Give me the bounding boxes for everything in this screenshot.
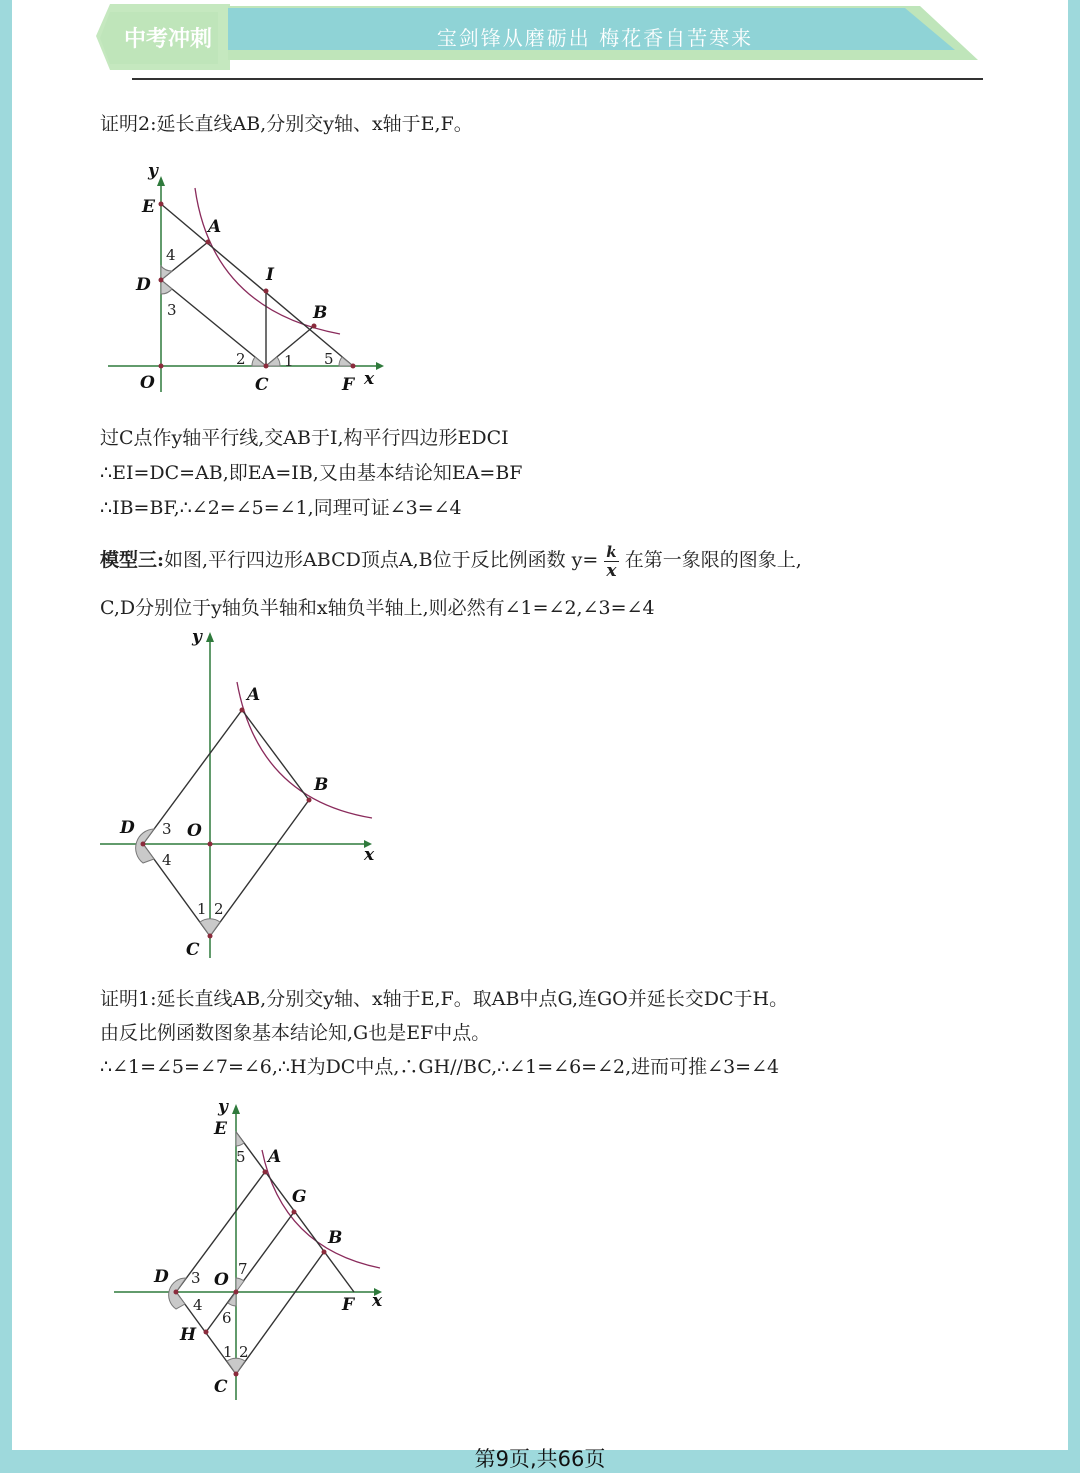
fig2-angle-3-4 <box>136 829 154 863</box>
fig3-label-e: E <box>214 1119 227 1139</box>
fig3-label-a: A <box>268 1147 282 1167</box>
proof2-intro: 证明2:延长直线AB,分别交y轴、x轴于E,F。 <box>100 113 473 135</box>
fig1-label-o: O <box>140 373 155 393</box>
fig2-point-a <box>240 708 245 713</box>
fig1-label-x: x <box>364 369 375 389</box>
fig2-num-1: 1 <box>197 900 207 918</box>
fig1-point-b <box>312 324 317 329</box>
fig1-num-5: 5 <box>324 350 334 368</box>
figure-3 <box>110 1092 410 1407</box>
proof1-line-1: 证明1:延长直线AB,分别交y轴、x轴于E,F。取AB中点G,连GO并延长交DC于H。 <box>100 988 789 1010</box>
fig2-point-b <box>307 798 312 803</box>
fig2-label-y: y <box>192 627 202 647</box>
fig1-point-d <box>159 278 164 283</box>
fig3-angle-5 <box>236 1132 244 1146</box>
fig3-label-h: H <box>180 1325 197 1345</box>
fig3-y-arrow <box>232 1104 240 1114</box>
header-tag: 中考冲刺 <box>123 26 213 52</box>
fig3-point-o <box>234 1290 239 1295</box>
fig2-label-b: B <box>314 775 329 795</box>
fraction-numerator: k <box>606 542 617 561</box>
fig3-num-7: 7 <box>238 1260 248 1278</box>
fig1-line-dc <box>161 280 266 366</box>
fig1-label-e: E <box>142 197 155 217</box>
fig3-label-g: G <box>292 1187 307 1207</box>
fig3-point-d <box>174 1290 179 1295</box>
fraction-denominator: x <box>606 560 617 581</box>
fig3-label-x: x <box>372 1291 383 1311</box>
fig2-label-a: A <box>247 685 261 705</box>
model3-label: 模型三: <box>100 549 165 571</box>
fig1-label-y: y <box>148 161 158 181</box>
fig1-label-d: D <box>136 275 151 295</box>
fig3-num-3: 3 <box>191 1269 201 1287</box>
model3-text-after: 在第一象限的图象上, <box>624 549 802 571</box>
fig1-y-arrow <box>157 176 165 186</box>
fig1-line-ef <box>161 204 353 366</box>
model3-line-2: C,D分别位于y轴负半轴和x轴负半轴上,则必然有∠1=∠2,∠3=∠4 <box>100 597 655 619</box>
fig3-label-y: y <box>218 1097 228 1117</box>
fig3-num-6: 6 <box>222 1309 232 1327</box>
proof2-line-1: 过C点作y轴平行线,交AB于I,构平行四边形EDCI <box>100 427 509 449</box>
fig3-num-4: 4 <box>193 1296 203 1314</box>
fig2-point-c <box>208 934 213 939</box>
figure-1 <box>100 160 400 400</box>
header-slogan: 宝剑锋从磨砺出 梅花香自苦寒来 <box>436 26 754 50</box>
fig1-point-f <box>351 364 356 369</box>
fig2-label-o: O <box>187 821 202 841</box>
fig1-num-1: 1 <box>284 352 294 370</box>
fig1-point-e <box>159 202 164 207</box>
fig3-num-1: 1 <box>223 1343 233 1361</box>
fig3-point-g <box>292 1210 297 1215</box>
fig2-label-d: D <box>120 818 135 838</box>
proof2-line-3: ∴IB=BF,∴∠2=∠5=∠1,同理可证∠3=∠4 <box>100 497 462 519</box>
fig2-y-arrow <box>206 632 214 642</box>
fig2-point-o <box>208 842 213 847</box>
proof2-line-2: ∴EI=DC=AB,即EA=IB,又由基本结论知EA=BF <box>100 462 523 484</box>
fig3-label-c: C <box>214 1377 228 1397</box>
fig1-num-2: 2 <box>236 350 246 368</box>
fig2-point-d <box>141 842 146 847</box>
header-rule <box>132 78 983 80</box>
page-footer: 第9页,共66页 <box>474 1447 606 1471</box>
fig1-point-o <box>159 364 164 369</box>
model3-line-1 <box>100 542 802 580</box>
fig3-label-d: D <box>154 1267 169 1287</box>
fig3-label-f: F <box>342 1295 355 1315</box>
fig2-num-4: 4 <box>162 851 172 869</box>
fig2-line-ab <box>242 710 309 800</box>
fig3-point-c <box>234 1372 239 1377</box>
fig1-num-4: 4 <box>166 246 176 264</box>
proof1-line-3: ∴∠1=∠5=∠7=∠6,∴H为DC中点,∴GH//BC,∴∠1=∠6=∠2,进而可推∠3=∠4 <box>100 1056 780 1078</box>
fig1-point-a <box>206 240 211 245</box>
fig3-line-cb <box>236 1252 324 1374</box>
fig3-point-b <box>322 1250 327 1255</box>
fig3-label-o: O <box>214 1270 229 1290</box>
fig3-num-5: 5 <box>236 1148 246 1166</box>
fig1-label-b: B <box>313 303 328 323</box>
fig3-label-b: B <box>328 1228 343 1248</box>
fig3-num-2: 2 <box>239 1343 249 1361</box>
fig1-point-c <box>264 364 269 369</box>
fig2-num-3: 3 <box>162 820 172 838</box>
fig1-x-arrow <box>376 362 384 370</box>
fig2-label-x: x <box>364 845 375 865</box>
model3-fraction <box>604 543 618 580</box>
figure-2 <box>96 624 396 964</box>
fig1-label-i: I <box>266 265 274 285</box>
fig1-num-3: 3 <box>167 301 177 319</box>
fig1-label-f: F <box>342 375 355 395</box>
header-banner <box>0 0 1080 80</box>
fig1-label-a: A <box>208 217 222 237</box>
fig3-curve <box>262 1150 380 1268</box>
fig1-point-i <box>264 289 269 294</box>
fig3-point-h <box>204 1330 209 1335</box>
proof1-line-2: 由反比例函数图象基本结论知,G也是EF中点。 <box>100 1022 491 1044</box>
fig1-label-c: C <box>255 375 269 395</box>
fig3-point-a <box>263 1170 268 1175</box>
fig2-label-c: C <box>186 940 200 960</box>
fig2-line-cb <box>210 800 309 936</box>
model3-text-before: 如图,平行四边形ABCD顶点A,B位于反比例函数 y= <box>164 549 599 571</box>
fig2-num-2: 2 <box>214 900 224 918</box>
